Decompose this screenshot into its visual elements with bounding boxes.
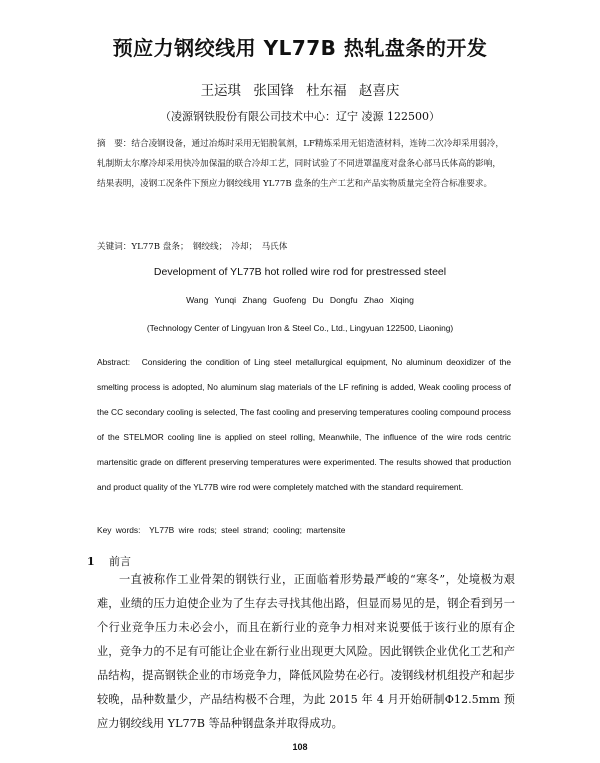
affiliation-zh: （凌源钢铁股份有限公司技术中心：辽宁 凌源 122500）: [160, 110, 440, 123]
authors-zh: 王运琪 张国锋 杜东福 赵喜庆: [200, 83, 400, 99]
section-number: 1: [87, 555, 95, 568]
abstract-en: [97, 350, 511, 500]
keywords-zh-label: 关键词：: [97, 242, 132, 252]
body-paragraph: 一直被称作工业骨架的钢铁行业，正面临着形势最严峻的“寒冬”，处境极为艰难，业绩的压力迫使企业为了生存去寻找其他出路，但显而易见的是，钢企看到另一个行业竞争压力未必会小，而且在新行业的竞争力相对来说要低于该行业的原有企业，竞争力的不足有可能让企业在新行业出现更大风险。因此钢铁企业优化工艺和产品结构，提高钢铁企业的市场竞争力，降低风险势在必行。凌钢线材机组投产和起步较晚，品种数量少，产品结构极不合理，为此 2015 年 4 月开始研制Φ12.5mm 预应力钢绞线用 YL77B 等品种钢盘条并取得成功。: [97, 573, 515, 730]
section-title: 前言: [109, 555, 131, 568]
keywords-en-text: YL77B wire rods; steel strand; cooling; martensite: [149, 525, 346, 535]
abstract-zh-text: 结合凌钢设备，通过冶炼时采用无铝脱氧剂，LF精炼采用无铝造渣材料，连铸二次冷却采用弱冷，轧制斯太尔摩冷却采用快冷加保温的联合冷却工艺，同时试验了不同进罩温度对盘条心部马氏体高的影响，结果表明，凌钢工况条件下预应力钢绞线用 YL77B 盘条的生产工艺和产品实物质量完全符合标准要求。: [97, 139, 504, 189]
section-heading: [87, 553, 131, 569]
page-number: 108: [292, 742, 308, 752]
keywords-zh-text: YL77B 盘条； 钢绞线； 冷却； 马氏体: [131, 242, 288, 252]
abstract-en-label: Abstract:: [97, 357, 131, 367]
authors-en: Wang Yunqi Zhang Guofeng Du Dongfu Zhao Xiqing: [186, 295, 414, 305]
title-en: Development of YL77B hot rolled wire rod for prestressed steel: [153, 266, 447, 278]
abstract-zh: [97, 134, 507, 194]
keywords-zh: [97, 240, 507, 252]
keywords-en: [97, 525, 511, 535]
keywords-en-label: Key words:: [97, 525, 141, 535]
affiliation-en: (Technology Center of Lingyuan Iron & Steel Co., Ltd., Lingyuan 122500, Liaoning): [146, 323, 454, 333]
paper-title: 预应力钢绞线用 YL77B 热轧盘条的开发: [112, 36, 488, 60]
abstract-en-text: Considering the condition of Ling steel metallurgical equipment, No aluminum deoxidizer of the smelting process is adopted, No aluminum slag materials of the LF refining is added, Weak cooling process of the CC secondary cooling is selected, The fast cooling and preserving temperatures cooling compound process of the STELMOR cooling line is applied on steel rolling, Meanwhile, The influence of the wire rods centric martensitic grade on different preserving temperatures were experimented. The results showed that production and product quality of the YL77B wire rod were completely matched with the standard requirement.: [97, 357, 511, 492]
abstract-zh-label: 摘 要：: [97, 139, 132, 149]
